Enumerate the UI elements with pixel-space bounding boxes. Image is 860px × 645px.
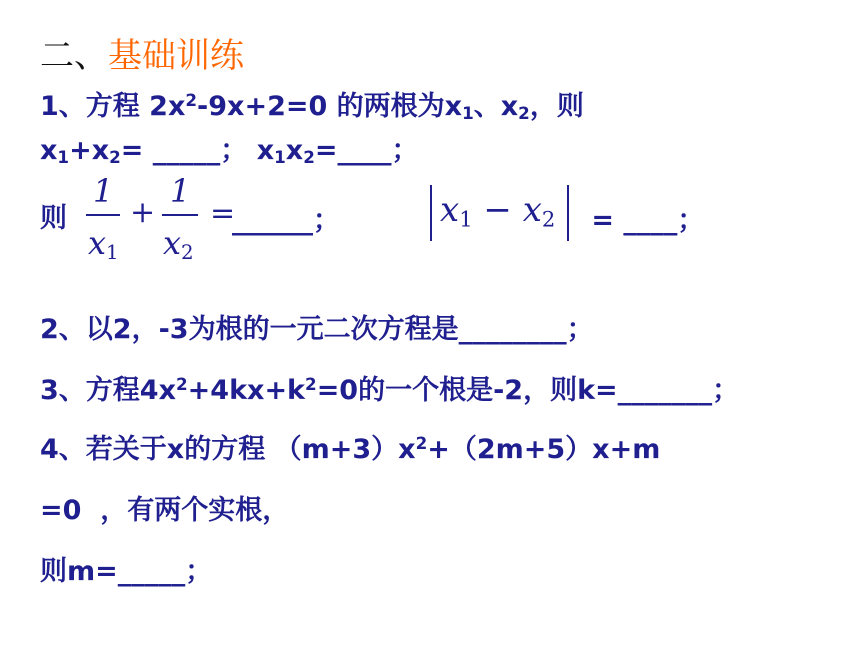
q3-sup1: 2	[176, 373, 188, 394]
q1-line2	[40, 135, 419, 168]
q1-text-a: 1、方程 2x	[40, 91, 186, 122]
q1-sub2: 2	[518, 103, 530, 124]
q1-line3-prefix: 则	[40, 203, 67, 234]
q4-b: +（2m+5）x+m	[427, 434, 661, 465]
q2-line: 2、以2，-3为根的一元二次方程是________；	[40, 314, 594, 345]
q4-line3: 则m=_____；	[40, 556, 213, 587]
q1-text-c: 、x	[473, 91, 519, 122]
title-accent: 基础训练	[108, 36, 244, 76]
title-prefix: 二、	[40, 36, 108, 76]
q1-l2-sub2: 2	[109, 147, 121, 168]
q1-sup: 2	[185, 89, 198, 110]
abs-bar-left	[430, 185, 432, 241]
q3-a: 3、方程4x	[40, 375, 176, 406]
frac1-bar	[86, 214, 120, 216]
q3-line	[40, 373, 740, 406]
q1-l2-e: =____；	[314, 135, 419, 166]
section-title	[40, 28, 244, 77]
q1-l2-d: x	[285, 135, 304, 166]
q1-l2-sub4: 2	[303, 147, 315, 168]
frac2-bar	[162, 214, 198, 216]
abs-expression: $x_1 - x_2$	[440, 190, 556, 232]
abs-blank: = ____；	[582, 205, 705, 236]
frac2-denominator: $x_2$	[163, 224, 194, 264]
q1-l2-a: x	[40, 135, 58, 166]
q1-line1	[40, 89, 584, 124]
q1-sub1: 1	[462, 103, 474, 124]
q1-l2-sub3: 1	[274, 147, 286, 168]
q4-sup: 2	[415, 432, 428, 453]
q1-l2-b: +x	[69, 135, 110, 166]
q1-line3-blank: ______；	[232, 205, 340, 236]
q4-line2: =0 ，有两个实根，	[40, 495, 290, 526]
equals-sign: =	[210, 196, 236, 231]
abs-bar-right	[567, 185, 569, 241]
q4-a: 4、若关于x的方程 （m+3）x	[40, 434, 416, 465]
frac2-numerator: 1	[170, 172, 191, 210]
q3-c: =0的一个根是-2，则k=_______；	[316, 375, 740, 406]
q1-text-b: -9x+2=0 的两根为x	[197, 91, 463, 122]
frac1-denominator: $x_1$	[88, 224, 119, 264]
q1-l2-c: = _____； x	[120, 135, 275, 166]
q3-b: +4kx+k	[187, 375, 306, 406]
plus-sign: +	[130, 195, 156, 230]
q1-l2-sub1: 1	[57, 147, 70, 168]
frac1-numerator: 1	[93, 172, 114, 210]
q4-line1	[40, 432, 661, 465]
q1-text-d: ，则	[529, 91, 584, 122]
q3-sup2: 2	[305, 373, 317, 394]
